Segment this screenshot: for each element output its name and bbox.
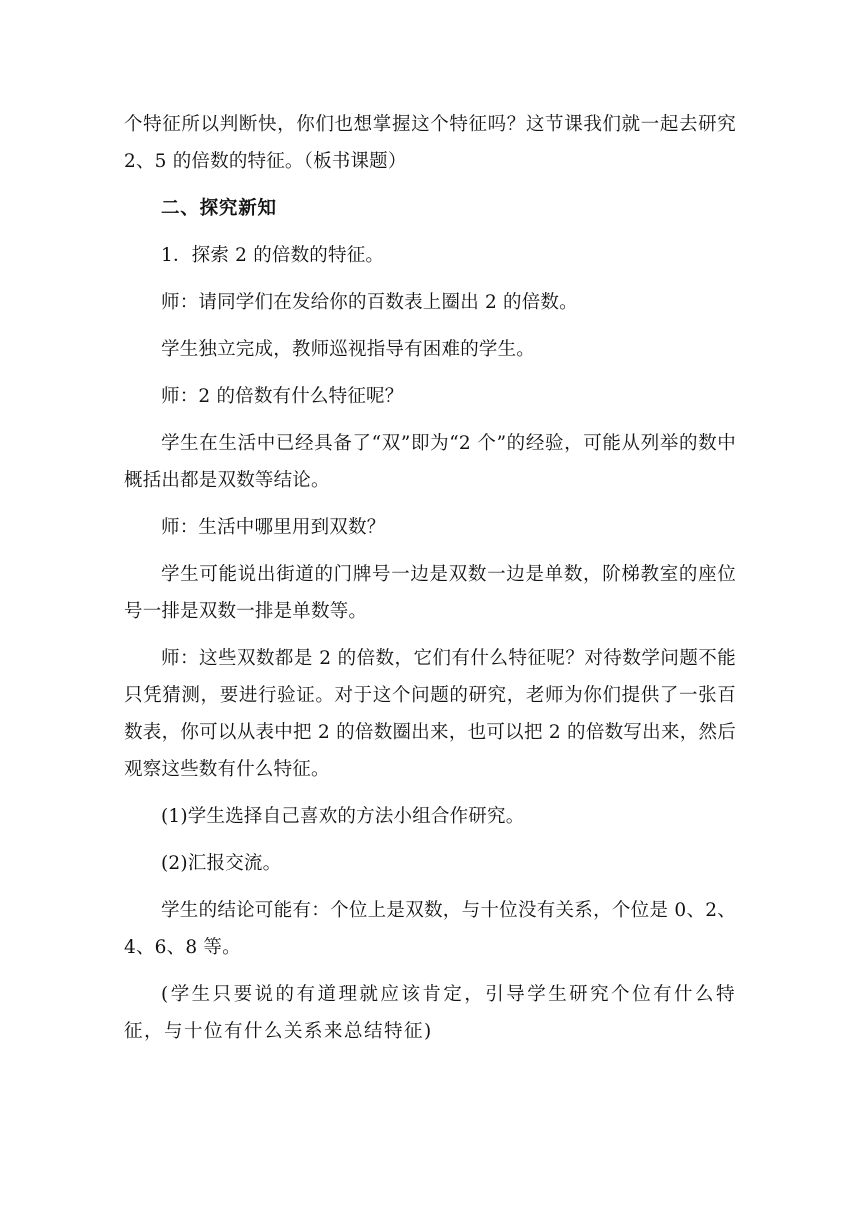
step-item: (1)学生选择自己喜欢的方法小组合作研究。 [161,806,525,827]
document-page [124,106,736,1060]
teacher-line: 师：2 的倍数有什么特征呢？ [161,386,404,407]
section-heading: 二、探究新知 [161,198,277,219]
teacher-line: 师：请同学们在发给你的百数表上圈出 2 的倍数。 [161,292,578,313]
teacher-line: 师：生活中哪里用到双数？ [161,517,386,538]
subsection-heading: 1．探索 2 的倍数的特征。 [161,245,385,266]
paragraph-continuation: 个特征所以判断快，你们也想掌握这个特征吗？这节课我们就一起去研究 2、5 的倍数的特征。（板书课题） [124,114,736,172]
student-line: 学生独立完成，教师巡视指导有困难的学生。 [161,339,536,360]
teacher-line: 师：这些双数都是 2 的倍数，它们有什么特征呢？对待数学问题不能只凭猜测，要进行验证。对于这个问题的研究，老师为你们提供了一张百数表，你可以从表中把 2 的倍数圈出来，也可以把 2 的倍数写出来，然后观察这些数有什么特征。 [124,648,736,780]
student-line: 学生可能说出街道的门牌号一边是双数一边是单数，阶梯教室的座位号一排是双数一排是单数等。 [124,564,736,622]
student-conclusion: 学生的结论可能有：个位上是双数，与十位没有关系，个位是 0、2、4、6、8 等。 [124,900,736,958]
teacher-note: (学生只要说的有道理就应该肯定，引导学生研究个位有什么特征，与十位有什么关系来总结特征) [124,984,736,1042]
step-item: (2)汇报交流。 [161,853,282,874]
student-line: 学生在生活中已经具备了“双”即为“2 个”的经验，可能从列举的数中概括出都是双数等结论。 [124,433,736,491]
